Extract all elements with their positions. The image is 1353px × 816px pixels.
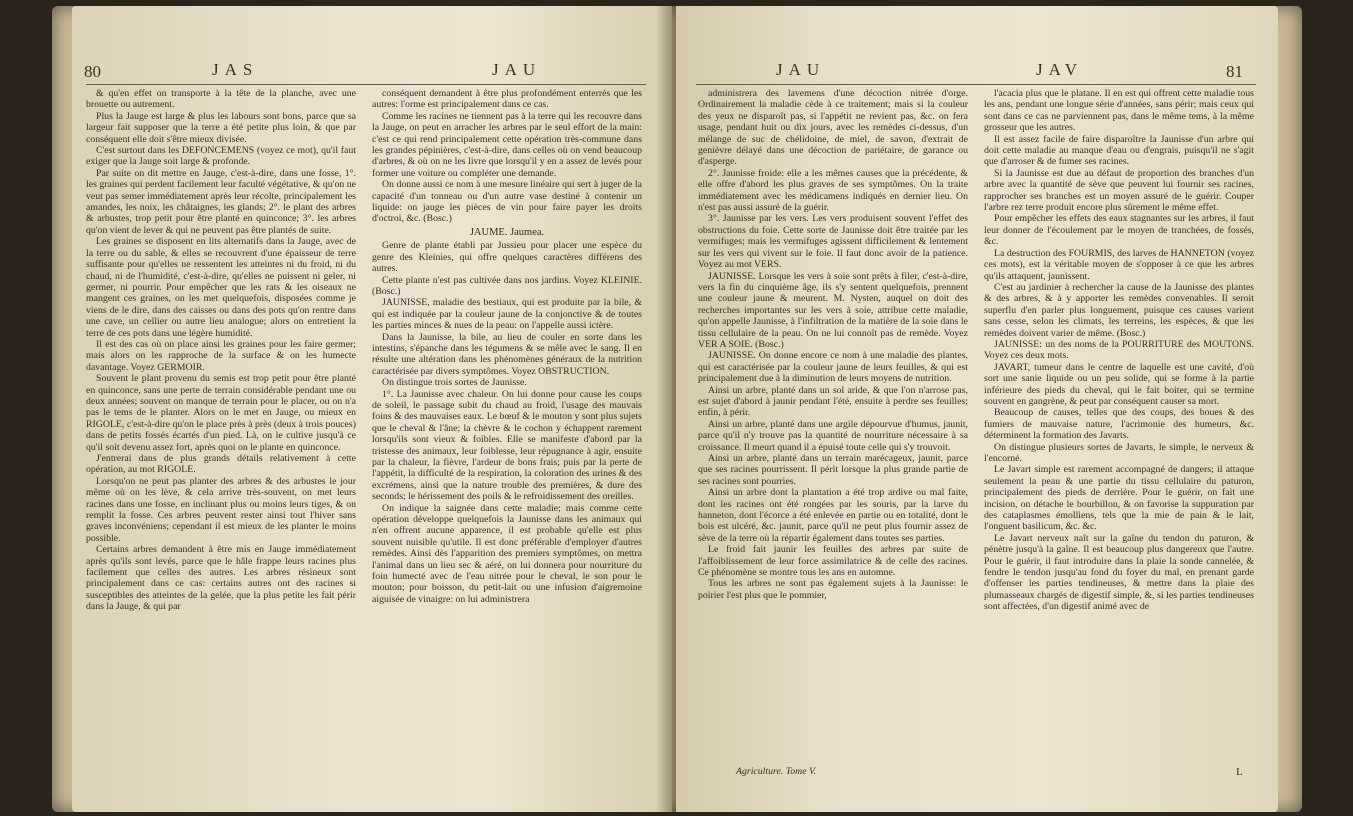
paragraph: Cette plante n'est pas cultivée dans nos jardins. Voyez KLEINIE. (Bosc.) (372, 274, 642, 297)
paragraph: Ainsi un arbre, planté dans un terrain marécageux, jaunit, parce que ses racines pourrissent. Il périt lorsque la plus grande partie de ses racines sont pourries. (698, 453, 968, 487)
text-column-1 (86, 88, 356, 788)
running-head-right: JAU (492, 60, 542, 79)
text-column-2 (372, 88, 642, 788)
header-rule (86, 84, 646, 85)
paragraph: Les graines se disposent en lits alternatifs dans la Jauge, avec de la terre ou du sable, & elles se recouvrent d'une épaisseur de terre suffisante pour qu'elles ne ressentent les atteintes ni du froid, ni du chaud, ni de l'humidité, c'est-à-dire, qu'elles ne puissent ni geler, ni germer, ni pourrir. Pour empêcher que les rats & les oiseaux ne mangent ces graines, on les met quelquefois, disposées comme je viens de le dire, dans des caisses ou dans des pots qu'on rentre dans une cave, un cellier ou autre lieu analogue; alors on entretient la terre de ces pots dans une légère humidité. (86, 236, 356, 339)
paragraph: administrera des lavemens d'une décoction nitrée d'orge. Ordinairement la maladie cède à ce traitement; mais si la couleur des yeux ne disparoît pas, si l'appétit ne revient pas, &c. on fera usage, pendant huit ou dix jours, avec les remèdes ci-dessus, d'un mélange de suc de chélidoine, de miel, de savon, d'extrait de genièvre délayé dans une décoction de pariétaire, de garance ou d'asperge. (698, 88, 968, 168)
paragraph: Le Javart nerveux naît sur la gaîne du tendon du paturon, & pénètre jusqu'à la gaîne. Il est beaucoup plus dangereux que l'autre. Pour le guérir, il faut introduire dans la plaie la sonde cannelée, & fendre le tendon jusqu'au fond du foyer du mal, en prenant garde d'offenser les parties tendineuses, & mettre dans la plaie des plumasseaux chargés de digestif simple, &, si les parties tendineuses sont affectées, d'un digestif animé avec de (984, 532, 1254, 613)
paragraph: Comme les racines ne tiennent pas à la terre qui les recouvre dans la Jauge, on peut en arracher les arbres par le seul effort de la main: c'est ce qui rend principalement cette opération très-commune dans les grandes pépinières, c'est-à-dire, dans celles où on vend beaucoup d'arbres, & où on ne les livre que lorsqu'il y en a assez de levés pour former une voiture ou compléter une demande. (372, 110, 642, 179)
paragraph: Le froid fait jaunir les feuilles des arbres par suite de l'affoiblissement de leur force assimilatrice & de celle des racines. Ce phénomène se montre tous les ans en automne. (698, 544, 968, 579)
page-number: 80 (84, 62, 101, 81)
paragraph: Certains arbres demandent à être mis en Jauge immédiatement après qu'ils sont levés, parce que le hâle frappe leurs racines plus facilement que celles des autres. Les arbres résineux sont principalement dans ce cas: certains autres ont des racines si susceptibles des atteintes de la gelée, que la plus petite les fait périr dans la Jauge, & qui par (86, 544, 356, 613)
book-spread (52, 6, 1302, 812)
running-head-left: JAS (212, 60, 259, 79)
paragraph: C'est au jardinier à rechercher la cause de la Jaunisse des plantes & des arbres, & à y apporter les remèdes convenables. Il seroit superflu d'en parler plus longuement, puisque ces causes varient sans cesse, selon les climats, les terreins, les espèces, & que les remèdes doivent varier de même. (Bosc.) (984, 281, 1254, 339)
signature-mark: L (1236, 766, 1243, 778)
paragraph: Souvent le plant provenu du semis est trop petit pour être planté en quinconce, sans une perte de terrain considérable pendant une ou deux années; souvent on manque de terrain pour le placer, ou on n'a pas le tems de le planter. Alors on le met en Jauge, ou mieux en RIGOLE, c'est-à-dire qu'on le place près à près (deux à trois pouces) dans de petits fossés écartés d'un pied. Là, on le cultive jusqu'à ce qu'il soit devenu assez fort, après quoi on le plante en quinconce. (86, 373, 356, 453)
paragraph: Dans la Jaunisse, la bile, au lieu de couler en sorte dans les intestins, s'épanche dans les tégumens & se mêle avec le sang. Il en résulte une altération dans les phénomènes généraux de la nutrition caractérisée par divers symptômes. Voyez OBSTRUCTION. (372, 331, 642, 377)
left-page (72, 6, 672, 812)
paragraph: JAUNISSE. On donne encore ce nom à une maladie des plantes, qui est caractérisée par la couleur jaune de leurs feuilles, & qui est principalement due à la diminution de leurs moyens de nutrition. (698, 350, 968, 385)
paragraph: 2°. Jaunisse froide: elle a les mêmes causes que la précédente, & elle offre d'abord les plus graves de ses symptômes. On la traite immédiatement avec les médicamens indiqués en dernier lieu. On n'est pas aussi assuré de la guérir. (698, 167, 968, 214)
paragraph: JAUNISSE: un des noms de la POURRITURE des MOUTONS. Voyez ces deux mots. (984, 338, 1254, 362)
paragraph: Ainsi un arbre, planté dans un sol aride, & que l'on n'arrose pas, est sujet d'abord à jaunir pendant l'été, ensuite à perdre ses feuilles; enfin, à périr. (698, 384, 968, 419)
paragraph: conséquent demandent à être plus profondément enterrés que les autres: l'orme est principalement dans ce cas. (372, 88, 642, 111)
paragraph: Lorsqu'on ne peut pas planter des arbres & des arbustes le jour même où on les lève, & cela arrive très-souvent, on met leurs racines dans une fosse, en inclinant plus ou moins leurs tiges, & on remplit la fosse. Ces arbres peuvent rester ainsi tout l'hiver sans graves inconvéniens; cependant il est mieux de les planter le moins possible. (86, 475, 356, 544)
paragraph: JAUME. Jaumea. (469, 226, 545, 238)
running-head-right: JAV (1036, 60, 1083, 79)
paragraph: l'acacia plus que le platane. Il en est qui offrent cette maladie tous les ans, pendant une longue série d'années, sans périr; mais ceux qui sont dans ce cas ne parviennent pas, dans le même tems, à la même grosseur que les autres. (984, 88, 1254, 134)
paragraph: Si la Jaunisse est due au défaut de proportion des branches d'un arbre avec la quantité de sève que peuvent lui fournir ses racines, rapprocher ses branches est un moyen assuré de le guérir. Couper l'arbre rez terre produit encore plus sûrement le même effet. (984, 167, 1254, 214)
paragraph: Il est des cas où on place ainsi les graines pour les faire germer; mais alors on les rapproche de la surface & on les humecte davantage. Voyez GERMOIR. (86, 338, 356, 373)
paragraph: On distingue plusieurs sortes de Javarts, le simple, le nerveux & l'encorné. (984, 441, 1254, 464)
paragraph: Pour empêcher les effets des eaux stagnantes sur les arbres, il faut leur donner de l'écoulement par le moyen de tranchées, de fossés, &c. (984, 213, 1254, 248)
paragraph: Plus la Jauge est large & plus les labours sont bons, parce que sa largeur fait supposer que la terre a été petite plus loin, & que par conséquent elle doit s'être mieux divisée. (86, 110, 356, 145)
header-rule (696, 84, 1256, 85)
paragraph: JAVART, tumeur dans le centre de laquelle est une cavité, d'où sort une sanie liquide ou un peu solide, qui se forme à la partie inférieure des pieds du cheval, qui le fait boiter, qui se termine souvent en gangrène, & peut par conséquent causer sa mort. (984, 361, 1254, 407)
paragraph: On indique la saignée dans cette maladie; mais comme cette opération développe quelquefois la Jaunisse dans les animaux qui n'en offrent aucune apparence, il est probable qu'elle est plus souvent nuisible qu'utile. Il est donc préférable d'employer d'autres remèdes. Ainsi dès l'apparition des premiers symptômes, on mettra l'animal dans un lieu sec & aéré, on lui donnera pour nourriture du foin humecté avec de l'eau nitrée pour le cheval, le son pour le mouton; pour boisson, du petit-lait ou une infusion d'aigremoine aiguisée de vinaigre: on lui administrera (372, 502, 642, 605)
paragraph: Ainsi un arbre dont la plantation a été trop ardive ou mal faite, dont les racines ont été rongées par les souris, par la larve du hanneton, dont l'écorce a été enlevée en partie ou en totalité, dont le bois est ulcéré, &c. jaunit, parce qu'il ne peut plus fournir assez de sève de la terre où la répartir également dans toutes ses parties. (698, 487, 968, 544)
paragraph: 3°. Jaunisse par les vers. Les vers produisent souvent l'effet des obstructions du foie. Cette sorte de Jaunisse doit être traitée par les vermifuges; mais les vermifuges agissent difficilement & lentement sur les vers qui vivent sur le foie. Il faut donc avoir de la patience. Voyez au mot VERS. (698, 213, 968, 271)
paragraph: JAUNISSE, maladie des bestiaux, qui est produite par la bile, & qui est indiquée par la couleur jaune de la conjonctive & de toutes les parties minces & nues de la peau: on l'appelle aussi ictère. (372, 297, 642, 332)
paragraph: & qu'en effet on transporte à la tête de la planche, avec une brouette ou autrement. (86, 88, 356, 111)
paragraph: On distingue trois sortes de Jaunisse. (382, 377, 527, 389)
page-number: 81 (1226, 62, 1243, 81)
paragraph: Le Javart simple est rarement accompagné de dangers; il attaque seulement la peau & une partie du tissu cellulaire du paturon, principalement des pieds de derrière. Pour le guérir, on fait une incision, on détache le bourbillon, & on favorise la suppuration par des cataplasmes émolliens, tels que la mie de pain & le lait, l'onguent basilicum, &c. &c. (984, 464, 1254, 533)
paragraph: La destruction des FOURMIS, des larves de HANNETON (voyez ces mots), est la véritable moyen de s'opposer à ce que les arbres qu'ils attaquent, jaunissent. (984, 247, 1254, 282)
paragraph: Tous les arbres ne sont pas également sujets à la Jaunisse: le poirier l'est plus que le pommier, (698, 578, 968, 601)
text-column-1 (698, 88, 968, 764)
paragraph: On donne aussi ce nom à une mesure linéaire qui sert à juger de la capacité d'un tonneau ou d'un autre vase destiné à contenir un liquide: on jauge les pièces de vin pour faire payer les droits d'octroi, &c. (Bosc.) (372, 179, 642, 225)
running-head-left: JAU (776, 60, 826, 79)
right-page (676, 6, 1278, 812)
paragraph: C'est surtout dans les DEFONCEMENS (voyez ce mot), qu'il faut exiger que la Jauge soit large & profonde. (86, 145, 356, 168)
paragraph: JAUNISSE. Lorsque les vers à soie sont prêts à filer, c'est-à-dire, vers la fin du cinquième âge, ils s'y sentent quelquefois, prennent une couleur jaune & meurent. M. Nysten, auquel on doit des recherches importantes sur les vers à soie, attribue cette maladie, qu'on appelle Jaunisse, à l'infiltration de la matière de la soie dans le tissu cellulaire de la peau. On ne lui connoît pas de remède. Voyez VER A SOIE. (Bosc.) (698, 270, 968, 350)
paragraph: Il est assez facile de faire disparoître la Jaunisse d'un arbre qui doit cette maladie au manque d'eau ou d'engrais, puisqu'il ne s'agit que d'arroser & de fumer ses racines. (984, 133, 1254, 168)
paragraph: Ainsi un arbre, planté dans une argile dépourvue d'humus, jaunit, parce qu'il n'y trouve pas la quantité de nourriture nécessaire à sa croissance. Il meurt quand il a épuisé toute celle qui s'y trouvoit. (698, 418, 968, 453)
paragraph: J'entrerai dans de plus grands détails relativement à cette opération, au mot RIGOLE. (86, 453, 356, 476)
paragraph: Par suite on dit mettre en Jauge, c'est-à-dire, dans une fosse, 1°. les graines qui perdent facilement leur faculté végétative, & qu'on ne veut pas semer immédiatement après leur récolte, principalement les amandes, les noix, les châtaignes, les glands; 2°. le plant des arbres & arbustes, trop petit pour être planté en quinconce; 3°. les arbres qu'on vient de lever & qui ne peuvent pas être plantés de suite. (86, 167, 356, 236)
paragraph: 1°. La Jaunisse avec chaleur. On lui donne pour cause les coups de soleil, le passage subit du chaud au froid, l'usage des mauvais foins & des mauvaises eaux. Le bœuf & le mouton y sont plus sujets que le cheval & l'âne; la chèvre & le cochon y échappent rarement lorsqu'ils sont vieux & foibles. Elle se manifeste d'abord par la tristesse des animaux, leur foiblesse, leur répugnance à agir, ensuite par la chaleur, la fièvre, l'ardeur de bons frais; puis par la perte de l'appétit, la difficulté de la respiration, la coloration des urines & des excrémens, ainsi que la nature trouble des premières, & dure des seconds; le hérissement des poils & le refroidissement des oreilles. (372, 388, 642, 503)
volume-footer: Agriculture. Tome V. (736, 766, 817, 777)
paragraph: Beaucoup de causes, telles que des coups, des boues & des fumiers de mauvaise nature, l'acrimonie des humeurs, &c. déterminent la formation des Javarts. (984, 407, 1254, 442)
paragraph: Genre de plante établi par Jussieu pour placer une espèce du genre des Kleinies, qui offre quelques caractères différens des autres. (372, 240, 642, 275)
text-column-2 (984, 88, 1254, 764)
